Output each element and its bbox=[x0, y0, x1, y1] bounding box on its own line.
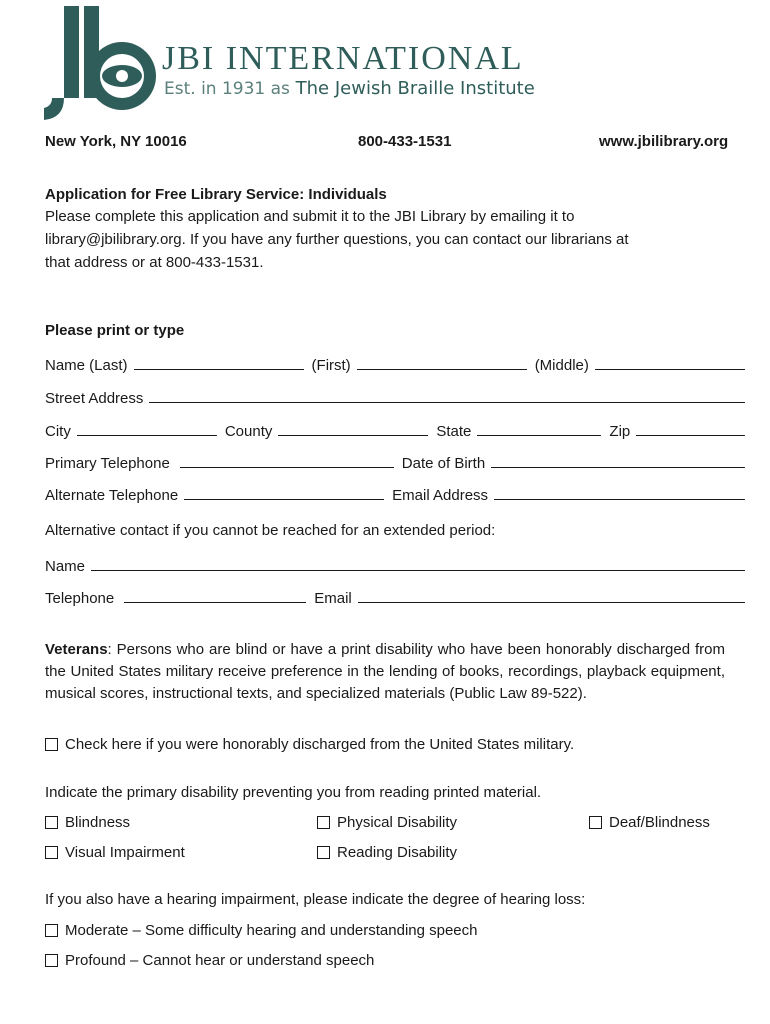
profound-option[interactable] bbox=[45, 952, 374, 969]
tagline-name: The Jewish Braille Institute bbox=[295, 78, 535, 99]
veterans-label: Veterans bbox=[45, 641, 108, 658]
visual-impairment-checkbox[interactable] bbox=[45, 846, 58, 859]
intro-line-3: that address or at 800-433-1531. bbox=[45, 254, 264, 271]
last-name-field[interactable] bbox=[134, 369, 304, 370]
alt-phone-field[interactable] bbox=[184, 499, 384, 500]
phone-number: 800-433-1531 bbox=[358, 133, 452, 150]
org-name: JBI INTERNATIONAL bbox=[162, 40, 524, 77]
alt-phone-label: Alternate Telephone bbox=[45, 487, 179, 504]
reading-disability-option[interactable] bbox=[317, 844, 457, 861]
form-title: Application for Free Library Service: Individuals bbox=[45, 186, 387, 203]
blindness-option[interactable] bbox=[45, 814, 130, 831]
dob-label: Date of Birth bbox=[401, 455, 486, 472]
blindness-label: Blindness bbox=[65, 814, 131, 831]
alt-name-row bbox=[45, 555, 745, 575]
county-label: County bbox=[224, 423, 273, 440]
alt-telephone-label: Telephone bbox=[45, 590, 115, 607]
alt-email-field[interactable] bbox=[358, 602, 745, 603]
first-name-field[interactable] bbox=[357, 369, 527, 370]
disability-heading: Indicate the primary disability preventing you from reading printed material. bbox=[45, 784, 542, 801]
primary-phone-field[interactable] bbox=[180, 467, 394, 468]
email-label: Email Address bbox=[392, 487, 489, 504]
city-address: New York, NY 10016 bbox=[45, 133, 187, 150]
middle-name-field[interactable] bbox=[595, 369, 745, 370]
street-field[interactable] bbox=[149, 402, 745, 403]
website-link[interactable]: www.jbilibrary.org bbox=[599, 133, 729, 150]
alt-name-label: Name bbox=[45, 558, 86, 575]
deaf-blindness-option[interactable] bbox=[589, 814, 710, 831]
alt-email-label: Email bbox=[314, 590, 352, 607]
reading-disability-label: Reading Disability bbox=[337, 844, 458, 861]
state-label: State bbox=[436, 423, 472, 440]
reading-disability-checkbox[interactable] bbox=[317, 846, 330, 859]
middle-name-label: (Middle) bbox=[534, 357, 589, 374]
section-heading: Please print or type bbox=[45, 322, 185, 339]
alt-telephone-field[interactable] bbox=[124, 602, 306, 603]
visual-impairment-option[interactable] bbox=[45, 844, 185, 861]
profound-label: Profound – Cannot hear or understand speech bbox=[65, 952, 375, 969]
city-label: City bbox=[45, 423, 71, 440]
jb-logo-mark bbox=[44, 6, 156, 124]
street-label: Street Address bbox=[45, 390, 144, 407]
veteran-checkbox-label: Check here if you were honorably discharged from the United States military. bbox=[65, 736, 575, 753]
primary-phone-label: Primary Telephone bbox=[45, 455, 170, 472]
veteran-checkbox-row[interactable] bbox=[45, 736, 574, 753]
physical-disability-label: Physical Disability bbox=[337, 814, 458, 831]
name-row bbox=[45, 354, 745, 374]
moderate-checkbox[interactable] bbox=[45, 924, 58, 937]
visual-impairment-label: Visual Impairment bbox=[65, 844, 185, 861]
deaf-blindness-checkbox[interactable] bbox=[589, 816, 602, 829]
alt-name-field[interactable] bbox=[91, 570, 745, 571]
org-tagline bbox=[164, 78, 535, 99]
veterans-text: : Persons who are blind or have a print disability who have been honorably discharged from the United States military receive preference in the lending of books, recordings, playback equipment, musical scores, instructional texts, and specialized materials (Public Law 89-522). bbox=[45, 641, 725, 702]
alt-phone-row bbox=[45, 484, 745, 504]
city-row bbox=[45, 420, 745, 440]
alt-telephone-row bbox=[45, 587, 745, 607]
county-field[interactable] bbox=[278, 435, 428, 436]
moderate-option[interactable] bbox=[45, 922, 478, 939]
zip-label: Zip bbox=[609, 423, 631, 440]
physical-disability-checkbox[interactable] bbox=[317, 816, 330, 829]
email-field[interactable] bbox=[494, 499, 745, 500]
first-name-label: (First) bbox=[311, 357, 351, 374]
alt-contact-heading: Alternative contact if you cannot be reached for an extended period: bbox=[45, 522, 496, 539]
physical-disability-option[interactable] bbox=[317, 814, 457, 831]
profound-checkbox[interactable] bbox=[45, 954, 58, 967]
intro-line-2: library@jbilibrary.org. If you have any further questions, you can contact our librarians at bbox=[45, 231, 629, 248]
veterans-paragraph bbox=[45, 639, 725, 705]
city-field[interactable] bbox=[77, 435, 217, 436]
last-name-label: Name (Last) bbox=[45, 357, 128, 374]
intro-line-1: Please complete this application and submit it to the JBI Library by emailing it to bbox=[45, 208, 575, 225]
tagline-prefix: Est. in 1931 as bbox=[164, 79, 290, 99]
street-row bbox=[45, 387, 745, 407]
state-field[interactable] bbox=[477, 435, 601, 436]
blindness-checkbox[interactable] bbox=[45, 816, 58, 829]
dob-field[interactable] bbox=[491, 467, 745, 468]
veteran-checkbox[interactable] bbox=[45, 738, 58, 751]
primary-phone-row bbox=[45, 452, 745, 472]
moderate-label: Moderate – Some difficulty hearing and understanding speech bbox=[65, 922, 478, 939]
hearing-heading: If you also have a hearing impairment, please indicate the degree of hearing loss: bbox=[45, 891, 586, 908]
deaf-blindness-label: Deaf/Blindness bbox=[609, 814, 710, 831]
zip-field[interactable] bbox=[636, 435, 745, 436]
